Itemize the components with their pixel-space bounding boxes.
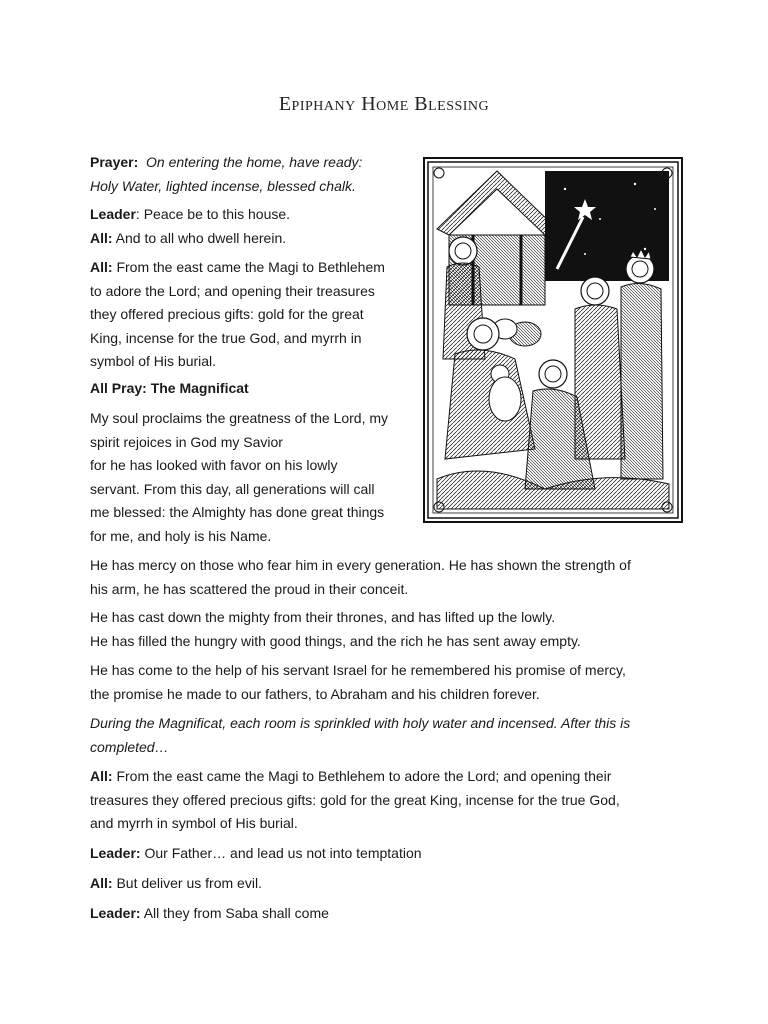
magnificat1-line1: My soul proclaims the greatness of the Lord, my (90, 410, 389, 426)
leader-label: Leader: (90, 905, 141, 921)
leader-response-paragraph (90, 203, 425, 250)
magnificat-paragraph-2 (90, 554, 700, 601)
all3-line1: From the east came the Magi to Bethlehem to adore the Lord; and opening their (112, 768, 612, 784)
all-magi-paragraph (90, 256, 425, 374)
leader-our-father-paragraph (90, 842, 700, 866)
leader-label: Leader (90, 206, 136, 222)
all-magi-line5: symbol of His burial. (90, 353, 217, 369)
all-label: All: (90, 259, 113, 275)
magnificat-paragraph-3 (90, 606, 700, 653)
leader-text: Our Father… and lead us not into temptation (140, 845, 422, 861)
magnificat-heading: All Pray: The Magnificat (90, 380, 249, 396)
all-deliver-paragraph (90, 872, 700, 896)
magnificat1-line6: for me, and holy is his Name. (90, 527, 272, 544)
all3-line2: treasures they offered precious gifts: gold for the great King, incense for the true God, (90, 791, 620, 808)
instruction-paragraph (90, 712, 700, 759)
all-magi-line1: From the east came the Magi to Bethlehem (112, 259, 385, 275)
prayer-text-line1: On entering the home, have ready: (146, 154, 363, 170)
magnificat1-line5: me blessed: the Almighty has done great things (90, 504, 385, 520)
magnificat-paragraph-1 (90, 407, 425, 548)
instruction-line1: During the Magnificat, each room is sprinkled with holy water and incensed. After this is (90, 715, 631, 731)
all-magi-line2: to adore the Lord; and opening their treasures (90, 282, 375, 299)
all-label: All: (90, 229, 113, 246)
leader-saba-paragraph (90, 902, 700, 926)
nativity-engraving-image (423, 157, 683, 523)
all3-line3: and myrrh in symbol of His burial. (90, 815, 298, 831)
magnificat1-line4: servant. From this day, all generations will call (90, 480, 375, 497)
all-magi-line3: they offered precious gifts: gold for the great (90, 306, 364, 322)
magnificat1-line3: for he has looked with favor on his lowly (90, 457, 338, 473)
all-magi-paragraph-2 (90, 765, 700, 836)
instruction-line2: completed… (90, 738, 169, 755)
leader-text: All they from Saba shall come (140, 905, 329, 921)
magnificat-paragraph-4 (90, 659, 700, 706)
all-text: And to all who dwell herein. (112, 229, 287, 246)
page-title: Epiphany Home Blessing (278, 93, 490, 115)
prayer-text-line2: Holy Water, lighted incense, blessed chalk. (90, 177, 356, 194)
magnificat1-line2: spirit rejoices in God my Savior (90, 433, 283, 450)
nativity-engraving-icon (425, 159, 681, 521)
magnificat2-line2: his arm, he has scattered the proud in their conceit. (90, 580, 409, 597)
prayer-paragraph (90, 151, 425, 198)
all-magi-line4: King, incense for the true God, and myrrh in (90, 329, 362, 346)
magnificat4-line2: the promise he made to our fathers, to Abraham and his children forever. (90, 685, 540, 702)
magnificat3-line1: He has cast down the mighty from their thrones, and has lifted up the lowly. (90, 609, 556, 625)
leader-text: : Peace be to this house. (135, 206, 291, 222)
all-label: All: (90, 875, 113, 891)
magnificat2-line1: He has mercy on those who fear him in every generation. He has shown the strength of (90, 557, 631, 573)
magnificat3-line2: He has filled the hungry with good things, and the rich he has sent away empty. (90, 632, 581, 649)
prayer-label: Prayer: (90, 154, 139, 170)
leader-label: Leader: (90, 845, 141, 861)
magnificat4-line1: He has come to the help of his servant Israel for he remembered his promise of mercy, (90, 662, 626, 678)
all-label: All: (90, 768, 113, 784)
all-text: But deliver us from evil. (112, 875, 262, 891)
